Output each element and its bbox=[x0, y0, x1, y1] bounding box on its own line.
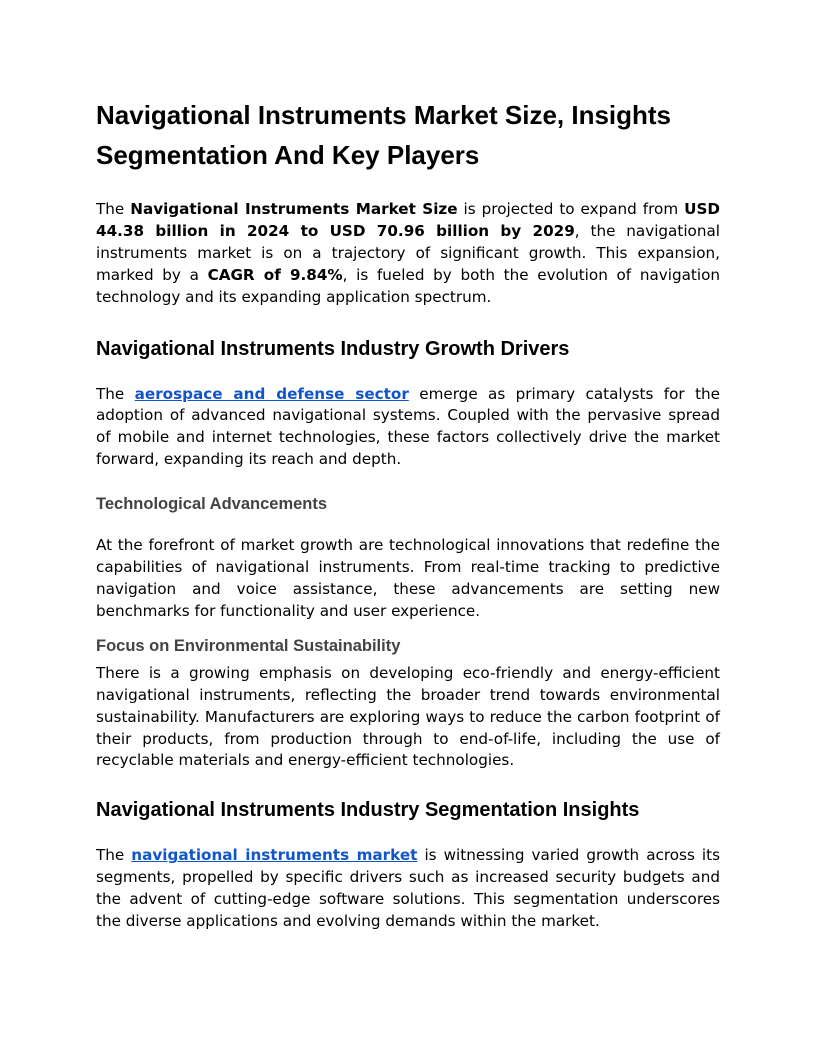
growth-drivers-paragraph bbox=[96, 384, 720, 472]
segmentation-text-1: The bbox=[96, 846, 132, 865]
intro-forecast-value: USD 44.38 billion in 2024 to USD 70.96 billion by 2029 bbox=[96, 200, 721, 240]
growth-drivers-text-1: The bbox=[96, 384, 135, 403]
aerospace-defense-link[interactable]: aerospace and defense sector bbox=[134, 384, 409, 403]
intro-text-1: The bbox=[96, 200, 131, 218]
sustainability-heading: Focus on Environmental Sustainability bbox=[96, 636, 401, 655]
intro-cagr: CAGR of 9.84% bbox=[207, 265, 343, 284]
intro-text-2: is projected to expand from bbox=[457, 200, 685, 218]
segmentation-heading: Navigational Instruments Industry Segmentation Insights bbox=[96, 799, 640, 822]
growth-drivers-text-2: emerge as primary catalysts for the adoption of advanced navigational systems. Coupled with the pervasive spread of mobile and internet technologies, these factors collectively drive the market forward, expanding its reach and depth. bbox=[96, 384, 720, 469]
intro-market-size: Navigational Instruments Market Size bbox=[130, 200, 458, 218]
intro-paragraph bbox=[96, 199, 720, 309]
document-page bbox=[96, 95, 720, 933]
tech-advancements-paragraph: At the forefront of market growth are technological innovations that redefine the capabilities of navigational instruments. From real-time tracking to predictive navigation and voice assistance, these advancements are setting new benchmarks for functionality and user experience. bbox=[96, 536, 720, 620]
growth-drivers-heading: Navigational Instruments Industry Growth Drivers bbox=[96, 337, 570, 360]
intro-text-4: , is fueled by both the evolution of navigation technology and its expanding application spectrum. bbox=[96, 265, 720, 306]
sustainability-paragraph: There is a growing emphasis on developing eco-friendly and energy-efficient navigational instruments, reflecting the broader trend towards environmental sustainability. Manufacturers are exploring ways to reduce the carbon footprint of their products, from production through to end-of-life, including the use of recyclable materials and energy-efficient technologies. bbox=[96, 663, 720, 770]
segmentation-text-2: is witnessing varied growth across its segments, propelled by specific drivers such as increased security budgets and the advent of cutting-edge software solutions. This segmentation underscores the diverse applications and evolving demands within the market. bbox=[96, 846, 721, 931]
navigational-instruments-market-link[interactable]: navigational instruments market bbox=[131, 846, 418, 865]
page-title: Navigational Instruments Market Size, Insights Segmentation And Key Players bbox=[96, 100, 672, 170]
segmentation-paragraph bbox=[96, 845, 720, 933]
tech-advancements-heading: Technological Advancements bbox=[96, 495, 328, 514]
intro-text-3: , the navigational instruments market is on a trajectory of significant growth. This expansion, marked by a bbox=[96, 221, 720, 284]
